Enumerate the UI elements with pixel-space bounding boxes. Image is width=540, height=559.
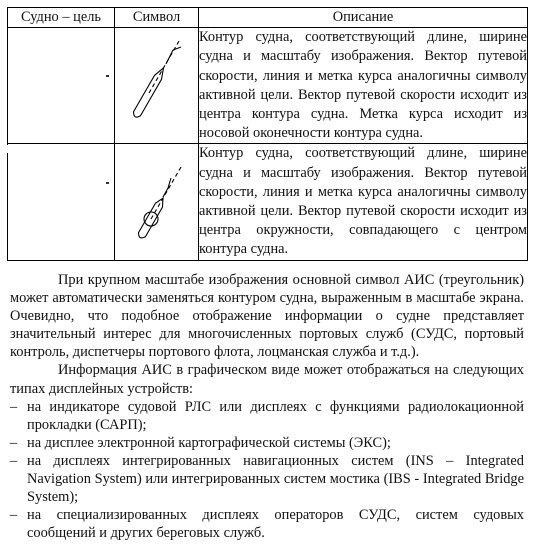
ship-contour-center-circle-icon xyxy=(116,145,198,253)
body-text xyxy=(10,271,524,542)
table-row xyxy=(8,144,528,260)
scan-gap xyxy=(2,145,42,153)
ais-symbols-table xyxy=(7,7,528,261)
list-item-text: на дисплее электронной картографической системы (ЭКС); xyxy=(27,434,391,451)
description-cell: Контур судна, соответствующий длине, ширине судна и масштабу изображения. Вектор путевой скорости, линия и метка курса аналогичны символу активной цели. Вектор путевой скорости исходит из центра окружности, совпадающего с центром контура судна. xyxy=(199,144,528,260)
list-dash: – xyxy=(10,398,18,415)
paragraph: Информация АИС в графическом виде может отображаться на следующих типах дисплейных устройств: xyxy=(10,362,524,397)
paragraph: При крупном масштабе изображения основной символ АИС (треугольник) может автоматически заменяться контуром судна, выраженным в масштабе экрана. Очевидно, что подобное отображение информации о судне представляет значительный интерес для многочисленных портовых служб (СУДС, портовый контроль, диспетчеры портового флота, лоцманская служба и т.д.). xyxy=(10,272,524,361)
table-row xyxy=(8,28,528,144)
list-item xyxy=(10,452,524,506)
list-dash: – xyxy=(10,507,18,524)
list-item-text: на специализированных дисплеях операторов СУДС, систем судовых сообщений и других береговых служб. xyxy=(27,507,524,542)
list-item xyxy=(10,398,524,434)
list-item-text: на дисплеях интегрированных навигационных систем (INS – Integrated Navigation System) или интегрированных систем мостика (IBS - Integrated Bridge System); xyxy=(27,452,524,506)
list-item-text: на индикаторе судовой РЛС или дисплеях с функциями радиолокационной прокладки (САРП); xyxy=(27,398,524,433)
ship-contour-heading-marker-icon xyxy=(116,31,198,135)
list-item xyxy=(10,434,524,452)
display-types-list xyxy=(10,398,524,543)
cut-off-caption xyxy=(10,0,170,3)
scan-mark xyxy=(106,75,109,77)
scan-mark xyxy=(106,182,109,184)
description-cell: Контур судна, соответствующий длине, ширине судна и масштабу изображения. Вектор путевой скорости, линия и метка курса аналогичны символу активной цели. Вектор путевой скорости исходит из центра контура судна. Метка курса исходит из носовой оконечности контура судна. xyxy=(199,28,528,144)
table-header-row xyxy=(8,8,528,28)
header-description: Описание xyxy=(199,8,528,28)
target-cell xyxy=(8,28,115,144)
symbol-cell xyxy=(115,28,199,144)
list-dash: – xyxy=(10,452,18,469)
list-item xyxy=(10,506,524,542)
header-target-ship: Судно – цель xyxy=(8,8,115,28)
target-cell xyxy=(8,144,115,260)
symbol-cell xyxy=(115,144,199,260)
header-symbol: Символ xyxy=(115,8,199,28)
list-dash: – xyxy=(10,434,18,451)
